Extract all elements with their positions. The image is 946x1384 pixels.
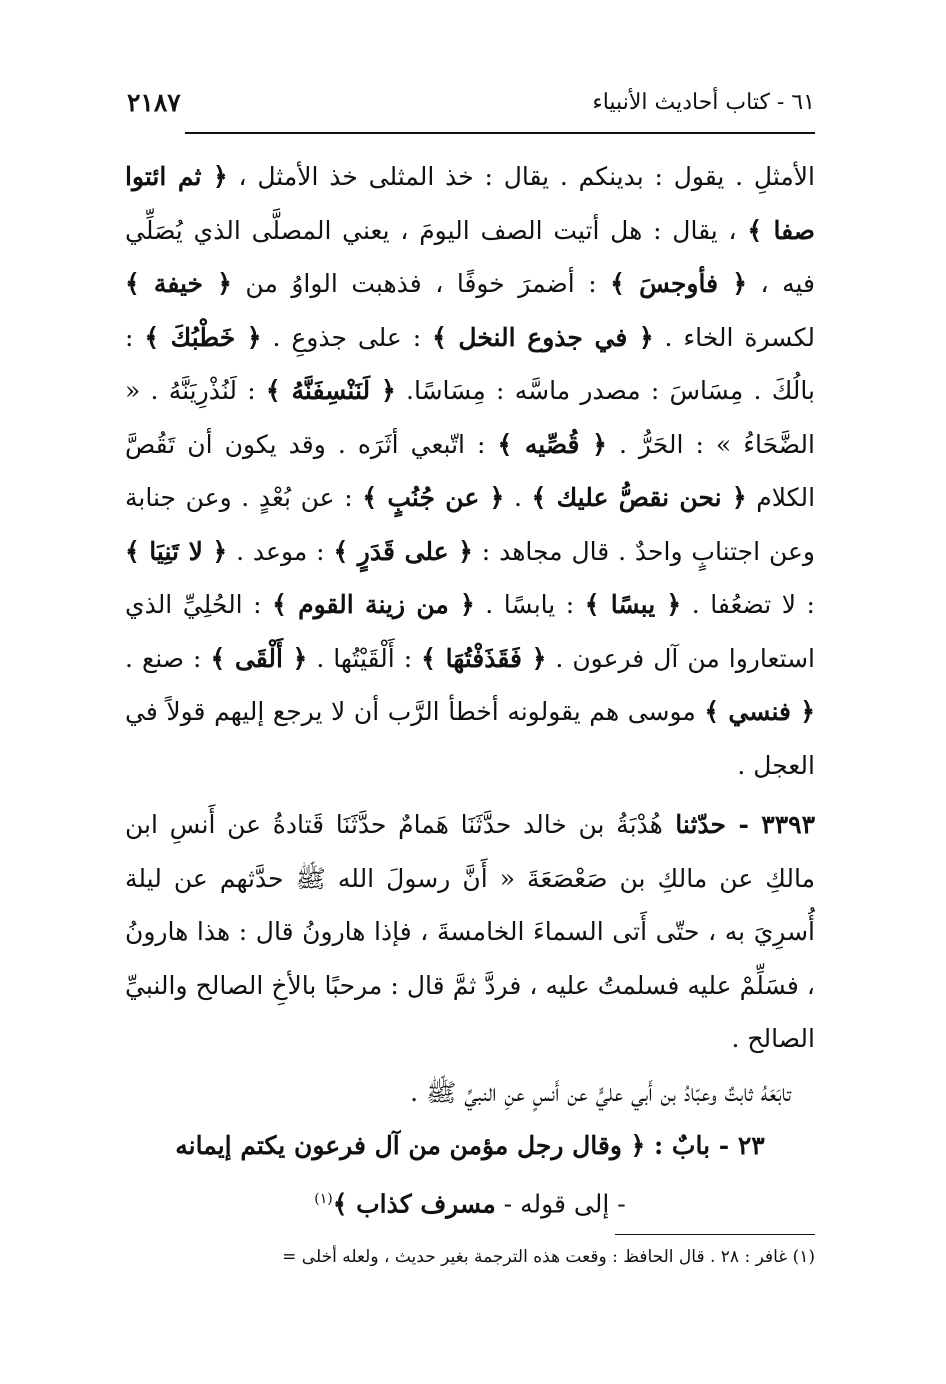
quran-quote: ﴿ فأوجسَ ﴾	[610, 269, 747, 298]
quran-quote: ﴿ عن جُنُبٍ ﴾	[362, 483, 505, 512]
text-run: : أضمرَ خوفًا ، فذهبت الواوُ من	[231, 269, 611, 298]
text-run: الأمثلِ . يقول : بدينكم . يقال : خذ المثلى خذ الأمثل ،	[227, 162, 816, 191]
text-run: ، يقال : هل أتيت الصف اليومَ ، يعني المصلَّى الذي يُصَلِّي فيه ،	[125, 215, 815, 298]
text-run: .	[504, 483, 532, 512]
footnote-rule	[615, 1234, 815, 1235]
text-run: : اتّبعي أثَرَه . وقد يكون أن تَقُصَّ الكلام	[125, 429, 816, 512]
chapter-heading-quote: مسرف كذاب ﴾	[332, 1188, 496, 1218]
text-run: : موعد .	[227, 536, 334, 566]
running-title: ٦١ - كتاب أحاديث الأنبياء	[592, 90, 815, 115]
quran-quote: ﴿ نحن نقصُّ عليك ﴾	[531, 483, 747, 512]
text-run: : صنع .	[125, 643, 211, 673]
quran-quote: ﴿ خيفة ﴾	[125, 269, 232, 298]
quran-quote: ﴿ ثم ائتوا صفا ﴾	[125, 162, 815, 245]
text-run: : يابسًا .	[474, 590, 585, 619]
quran-quote: ﴿ فنسي ﴾	[704, 697, 815, 726]
page-number: ٢١٨٧	[127, 88, 181, 117]
chapter-heading-prefix: - إلى قوله -	[495, 1188, 626, 1218]
page-header	[125, 80, 815, 132]
text-run: : لَنُذْرِيَنَّهُ . « الضَّحَاءُ » : الحَرُّ .	[125, 376, 815, 459]
text-run: : الحُلِيِّ الذي استعاروا من آل فرعون .	[125, 590, 815, 673]
chapter-heading-line2	[125, 1173, 815, 1231]
text-run: : عن بُعْدٍ . وعن جنابة وعن اجتنابٍ واحدٌ . قال مجاهد :	[125, 483, 815, 566]
text-run: لكسرة الخاء .	[653, 322, 816, 352]
main-text	[125, 150, 815, 1230]
quran-quote: ﴿ فَقَذَفْتُهَا ﴾	[421, 643, 547, 673]
quran-quote: ﴿ من زينة القوم ﴾	[272, 590, 475, 619]
quran-quote: ﴿ قُصِّيه ﴾	[497, 429, 607, 459]
quran-quote: ﴿ لا تَنِيَا ﴾	[125, 536, 228, 566]
book-page	[125, 80, 816, 1267]
quran-quote: ﴿ على قَدَرٍ ﴾	[333, 536, 473, 566]
text-run: موسى هم يقولونه أخطأ الرَّب أن لا يرجع إليهم قولاً في العجل .	[125, 697, 815, 780]
tabaahu-line	[125, 1066, 815, 1120]
quran-quote: ﴿ يبسًا ﴾	[584, 590, 682, 619]
tabaahu-text: تابَعَهُ ثابتٌ وعبّادُ بن أَبي عليٍّ عن أَنسٍ عنِ النبيِّ ﷺ .	[410, 1077, 791, 1107]
chapter-heading-text: ٢٣ - بابٌ : ﴿ وقال رجل مؤمن من آل فرعون يكتم إيمانه	[175, 1131, 765, 1160]
footnote-reference: (١)	[314, 1190, 333, 1207]
text-run: : بالُكَ . مِسَاسَ : مصدر ماسَّه : مِسَاسًا.	[125, 322, 815, 405]
footnote	[125, 1242, 815, 1272]
text-run: : على جذوعِ .	[261, 322, 433, 352]
quran-quote: ﴿ خَطْبُكَ ﴾	[144, 322, 262, 352]
hadith-number: ٣٣٩٣	[761, 810, 815, 839]
footnote-text: (١) غافر : ٢٨ . قال الحافظ : وقعت هذه الترجمة بغير حديث ، ولعله أخلى =	[282, 1247, 815, 1267]
quran-quote: ﴿ في جذوع النخل ﴾	[432, 322, 654, 352]
quran-quote: ﴿ أَلْقَى ﴾	[210, 643, 308, 673]
hadith-paragraph	[125, 798, 815, 1066]
text-run: : أَلْقَيْتُها .	[307, 643, 422, 673]
quran-quote: ﴿ لَنَنْسِفَنَّهُ ﴾	[265, 376, 396, 405]
chapter-heading	[125, 1119, 815, 1173]
header-rule	[185, 132, 815, 134]
hadith-text: هُدْبَةُ بن خالد حدَّثَنَا هَمامٌ حدَّثَنَا قَتادةُ عن أَنسِ ابن مالكِ عن مالكِ بن صَعْصَعَةَ « أَنَّ رسولَ الله ﷺ حدَّثهم عن ليلة أُسرِيَ به ، حتّى أَتى السماءَ الخامسةَ ، فإذا هارونُ قال : هذا هارونُ ، فسَلِّمْ عليه فسلمتُ عليه ، فردَّ ثمَّ قال : مرحبًا بالأخِ الصالح والنبيِّ الصالح .	[125, 810, 815, 1053]
hadith-opening: - حدّثنا	[662, 810, 762, 839]
commentary-paragraph	[125, 150, 815, 792]
text-run: : لا تضعُفا .	[681, 590, 815, 619]
